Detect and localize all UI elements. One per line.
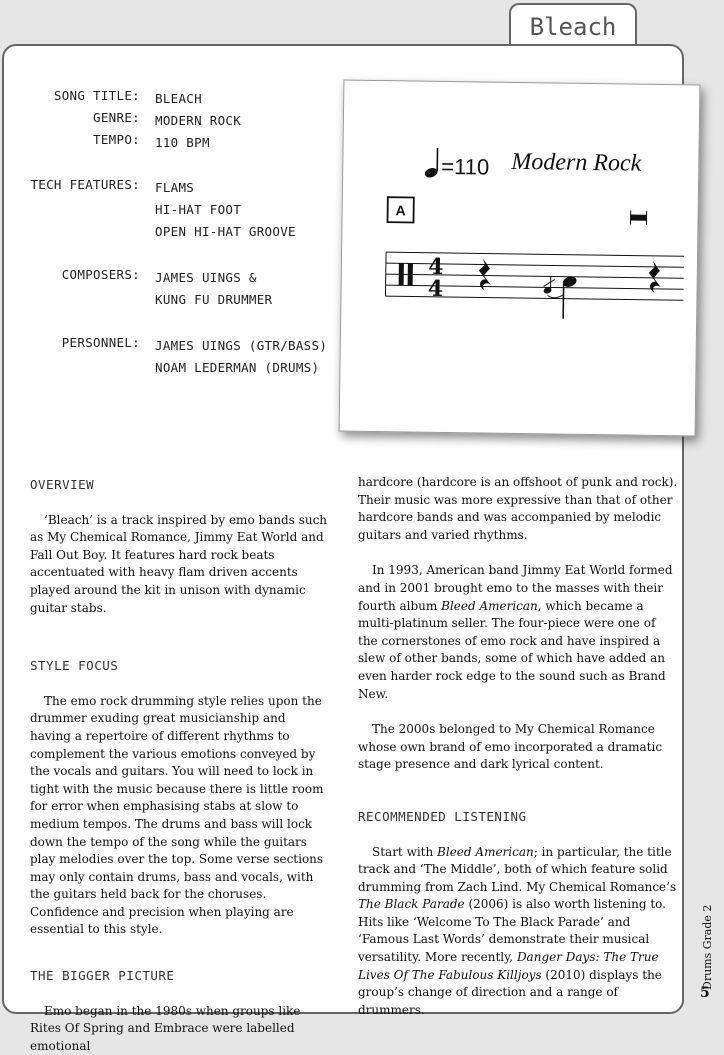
history-paragraph-1: hardcore (hardcore is an offshoot of punk and rock). Their music was more expressive than that of other hardcore bands and was accompanied by melodic guitars and varied rhythms.	[358, 474, 678, 544]
history-text: In 1993, American band Jimmy Eat World formed and in 2001 brought emo to the masses with their fourth album	[358, 563, 673, 612]
bigger-picture-heading: THE BIGGER PICTURE	[30, 967, 330, 985]
time-signature-bottom: 4	[428, 276, 444, 302]
style-focus-paragraph: The emo rock drumming style relies upon the drummer exuding great musicianship and having a repertoire of different rhythms to complement the various emotions conveyed by the vocals and guitars. You will need to lock in tight with the music because there is little room for error when emphasising stabs at slow to medium tempos. The drums and bass will lock down the tempo of the song while the guitars play melodies over the top. Some verse sections may only contain drums, bass and vocals, with the guitars held back for the choruses. Confidence and precision when playing are essential to this style.	[30, 693, 330, 939]
quarter-rest-icon	[649, 261, 661, 293]
tempo-mark: =110	[441, 154, 489, 180]
rest-bar-icon	[630, 211, 646, 225]
composer-item: JAMES UINGS &	[155, 267, 272, 289]
rehearsal-mark: A	[395, 202, 405, 218]
quarter-note-icon	[423, 148, 439, 180]
composers-label: COMPOSERS:	[62, 267, 140, 282]
genre-value: MODERN ROCK	[155, 110, 241, 132]
bigger-picture-paragraph: Emo began in the 1980s when groups like Rites Of Spring and Embrace were labelled emotional	[30, 1003, 330, 1055]
history-paragraph-2	[358, 562, 678, 703]
history-paragraph-3: The 2000s belonged to My Chemical Romance whose own brand of emo incorporated a dramatic stage presence and dark lyrical content.	[358, 721, 678, 774]
composer-item: KUNG FU DRUMMER	[155, 289, 272, 311]
song-title-heading: Bleach	[511, 13, 635, 41]
album-title: Danger Days: The True Lives Of The Fabulous Killjoys	[358, 950, 659, 982]
listening-text: Start with	[372, 845, 437, 859]
recommended-listening-heading: RECOMMENDED LISTENING	[358, 808, 678, 826]
tempo-label: TEMPO:	[93, 132, 140, 147]
personnel-item: NOAM LEDERMAN (DRUMS)	[155, 357, 327, 379]
page-number: 5	[700, 985, 710, 1001]
album-title: Bleed American	[437, 845, 534, 859]
side-label	[697, 850, 724, 1000]
style-focus-heading: STYLE FOCUS	[30, 657, 330, 675]
song-title-label: SONG TITLE:	[54, 88, 140, 103]
tempo-value: 110 BPM	[155, 132, 210, 154]
listening-text: (2010) displays the group’s change of direction and a range of drummers.	[358, 968, 662, 1017]
grade-label: Drums Grade 2	[701, 905, 714, 990]
history-text: , which became a multi-platinum seller. The four-piece were one of the cornerstones of emo rock and have inspired a slew of other bands, some of which have added an even harder rock edge to the sound such as Brand New.	[358, 599, 666, 701]
personnel-label: PERSONNEL:	[62, 335, 140, 350]
overview-paragraph: ‘Bleach’ is a track inspired by emo bands such as My Chemical Romance, Jimmy Eat World and Fall Out Boy. It features hard rock beats accentuated with heavy flam driven accents played around the kit in unison with dynamic guitar stabs.	[30, 512, 330, 618]
recommended-listening-paragraph	[358, 844, 678, 1020]
tech-features-label: TECH FEATURES:	[30, 177, 140, 192]
notation-svg	[340, 81, 700, 436]
right-column	[358, 474, 678, 1019]
album-title: The Black Parade	[358, 897, 465, 911]
title-tab	[509, 3, 637, 49]
tech-feature-item: OPEN HI-HAT GROOVE	[155, 221, 296, 243]
listening-text: ; in particular, the title track and ‘The Middle’, both of which feature solid drumming from Zach Lind. My Chemical Romance’s	[358, 845, 676, 894]
quarter-rest-icon	[479, 258, 491, 290]
overview-heading: OVERVIEW	[30, 476, 330, 494]
genre-label: GENRE:	[93, 110, 140, 125]
style-mark: Modern Rock	[510, 149, 642, 177]
left-column	[30, 476, 330, 1055]
tech-feature-item: HI-HAT FOOT	[155, 199, 296, 221]
notation-card	[339, 80, 701, 437]
personnel-item: JAMES UINGS (GTR/BASS)	[155, 335, 327, 357]
flam-note-icon	[542, 274, 578, 319]
song-title-value: BLEACH	[155, 88, 202, 110]
listening-text: (2006) is also worth listening to. Hits like ‘Welcome To The Black Parade’ and ‘Famous Last Words’ demonstrate their musical versatility. More recently,	[358, 897, 666, 964]
tech-feature-item: FLAMS	[155, 177, 296, 199]
time-signature-top: 4	[428, 254, 444, 280]
album-title: Bleed American	[441, 599, 538, 613]
